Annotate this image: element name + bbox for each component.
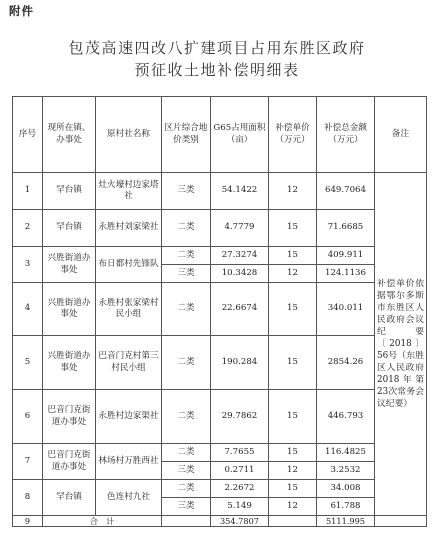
cell-category: 三类 — [162, 462, 211, 480]
cell-total: 2854.26 — [317, 336, 375, 390]
cell-price: 12 — [269, 265, 317, 283]
total-label: 合 计 — [43, 516, 162, 527]
cell-no: 6 — [13, 390, 43, 444]
cell-total: 446.793 — [317, 390, 375, 444]
table-row — [13, 247, 427, 265]
cell-no: 4 — [13, 283, 43, 336]
cell-category: 二类 — [162, 444, 211, 462]
cell-price: 15 — [269, 390, 317, 444]
cell-location: 兴胜街道办事处 — [43, 283, 96, 336]
cell-total: 340.011 — [317, 283, 375, 336]
cell-area: 4.7779 — [211, 210, 269, 247]
cell-location: 罕台镇 — [43, 210, 96, 247]
cell-area: 190.284 — [211, 336, 269, 390]
cell-area: 0.2711 — [211, 462, 269, 480]
header-row — [13, 97, 427, 173]
header-area: G65占用面积（亩） — [211, 97, 269, 173]
table-row — [13, 283, 427, 336]
cell-no: 3 — [13, 247, 43, 283]
cell-category: 二类 — [162, 336, 211, 390]
cell-no: 2 — [13, 210, 43, 247]
cell-price — [269, 516, 317, 527]
header-total: 补偿总金额（万元） — [317, 97, 375, 173]
remarks-note: 补偿单价依据鄂尔多斯市东胜区人民政府会议纪要〔2018〕56号（东胜区人民政府2018年第23次常务会议纪要） — [375, 173, 427, 516]
cell-village: 永胜村张家梁村民小组 — [96, 283, 162, 336]
cell-price: 12 — [269, 462, 317, 480]
cell-price: 15 — [269, 283, 317, 336]
table-row — [13, 173, 427, 210]
cell-category: 二类 — [162, 480, 211, 498]
total-area: 354.7807 — [211, 516, 269, 527]
cell-category: 二类 — [162, 247, 211, 265]
header-location: 现所在镇、办事处 — [43, 97, 96, 173]
cell-note — [375, 516, 427, 527]
cell-price: 15 — [269, 480, 317, 498]
cell-price: 15 — [269, 336, 317, 390]
cell-no: 7 — [13, 444, 43, 480]
header-no: 序号 — [13, 97, 43, 173]
table-row — [13, 210, 427, 247]
attachment-label: 附件 — [9, 4, 34, 18]
cell-location: 巴音门克街道办事处 — [43, 390, 96, 444]
total-amount: 5111.995 — [317, 516, 375, 527]
cell-total: 116.4825 — [317, 444, 375, 462]
cell-category: 二类 — [162, 283, 211, 336]
header-note: 备注 — [375, 97, 427, 173]
cell-area: 22.6674 — [211, 283, 269, 336]
cell-total: 61.788 — [317, 498, 375, 516]
cell-location: 兴胜街道办事处 — [43, 336, 96, 390]
cell-total: 409.911 — [317, 247, 375, 265]
cell-village: 巴音门克村第三村民小组 — [96, 336, 162, 390]
cell-price: 15 — [269, 247, 317, 265]
document-title-line-1: 包茂高速四改八扩建项目占用东胜区政府 — [68, 39, 366, 57]
cell-category: 三类 — [162, 173, 211, 210]
cell-total: 34.008 — [317, 480, 375, 498]
cell-price: 12 — [269, 173, 317, 210]
table-row — [13, 480, 427, 498]
header-category: 区片综合地价类别 — [162, 97, 211, 173]
table-row — [13, 444, 427, 462]
cell-total: 649.7064 — [317, 173, 375, 210]
cell-village: 永胜村刘家梁社 — [96, 210, 162, 247]
cell-location: 兴胜街道办事处 — [43, 247, 96, 283]
cell-village: 灶火壕村边家塔社 — [96, 173, 162, 210]
cell-village: 色连村九社 — [96, 480, 162, 516]
cell-category: 二类 — [162, 390, 211, 444]
cell-area: 10.3428 — [211, 265, 269, 283]
header-price: 补偿单价（万元） — [269, 97, 317, 173]
total-row — [13, 516, 427, 527]
cell-area: 27.3274 — [211, 247, 269, 265]
cell-area: 2.2672 — [211, 480, 269, 498]
table-row — [13, 336, 427, 390]
cell-area: 29.7862 — [211, 390, 269, 444]
cell-location: 罕台镇 — [43, 173, 96, 210]
cell-price: 15 — [269, 444, 317, 462]
cell-total: 124.1136 — [317, 265, 375, 283]
cell-category — [162, 516, 211, 527]
cell-location: 罕台镇 — [43, 480, 96, 516]
cell-location: 巴音门克街道办事处 — [43, 444, 96, 480]
cell-price: 12 — [269, 498, 317, 516]
cell-village: 布日都村先锋队 — [96, 247, 162, 283]
cell-area: 5.149 — [211, 498, 269, 516]
cell-area: 54.1422 — [211, 173, 269, 210]
compensation-table — [12, 96, 427, 527]
cell-area: 7.7655 — [211, 444, 269, 462]
document-title-line-2: 预征收土地补偿明细表 — [134, 61, 300, 79]
cell-no: 1 — [13, 173, 43, 210]
cell-total: 3.2532 — [317, 462, 375, 480]
cell-village: 永胜村边家渠社 — [96, 390, 162, 444]
table-row — [13, 390, 427, 444]
cell-no: 9 — [13, 516, 43, 527]
cell-total: 71.6685 — [317, 210, 375, 247]
cell-village: 林场村万胜西社 — [96, 444, 162, 480]
cell-category: 三类 — [162, 265, 211, 283]
cell-no: 5 — [13, 336, 43, 390]
header-village: 原村社名称 — [96, 97, 162, 173]
cell-category: 三类 — [162, 498, 211, 516]
cell-price: 15 — [269, 210, 317, 247]
cell-no: 8 — [13, 480, 43, 516]
cell-category: 二类 — [162, 210, 211, 247]
